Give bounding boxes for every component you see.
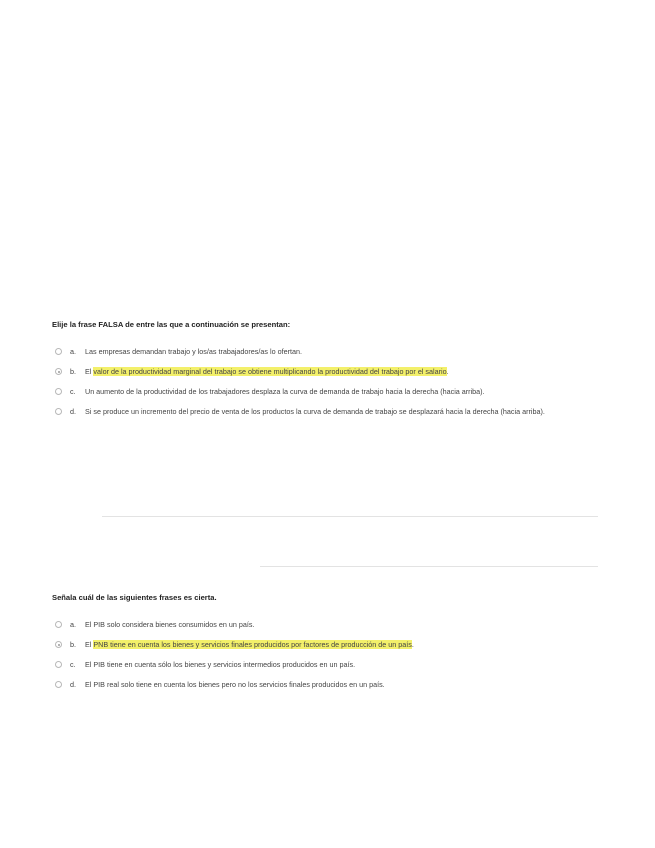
q2-option-d[interactable] xyxy=(52,678,612,691)
q2-option-c[interactable] xyxy=(52,658,612,671)
question-2-title: Señala cuál de las siguientes frases es cierta. xyxy=(52,593,217,602)
q1-option-d-text: Si se produce un incremento del precio de venta de los productos la curva de demanda de trabajo se desplazará hacia la derecha (hacia arriba). xyxy=(85,407,545,416)
q1-radio-d[interactable] xyxy=(55,408,62,415)
q1-radio-a[interactable] xyxy=(55,348,62,355)
q2-option-c-text: El PIB tiene en cuenta sólo los bienes y servicios intermedios producidos en un país. xyxy=(85,660,356,669)
q2-radio-d[interactable] xyxy=(55,681,62,688)
q2-option-b-text: El PNB tiene en cuenta los bienes y servicios finales producidos por factores de producción de un país. xyxy=(85,640,414,649)
q2-option-d-letter: d. xyxy=(70,680,76,689)
q1-radio-c[interactable] xyxy=(55,388,62,395)
q1-option-d-letter: d. xyxy=(70,407,76,416)
q1-option-c-text: Un aumento de la productividad de los trabajadores desplaza la curva de demanda de trabajo hacia la derecha (hacia arriba). xyxy=(85,387,485,396)
q2-option-b-letter: b. xyxy=(70,640,76,649)
q1-radio-b[interactable] xyxy=(55,368,62,375)
q2-option-c-letter: c. xyxy=(70,660,76,669)
q2-radio-a[interactable] xyxy=(55,621,62,628)
q1-option-c[interactable] xyxy=(52,385,612,398)
q1-option-b-letter: b. xyxy=(70,367,76,376)
q1-option-b[interactable] xyxy=(52,365,612,378)
q2-option-a-text: El PIB solo considera bienes consumidos en un país. xyxy=(85,620,255,629)
question-1-title: Elije la frase FALSA de entre las que a continuación se presentan: xyxy=(52,320,291,329)
q2-option-a[interactable] xyxy=(52,618,612,631)
q1-option-b-highlight: valor de la productividad marginal del trabajo se obtiene multiplicando la productividad del trabajo por el salario xyxy=(93,367,447,376)
separator-2 xyxy=(260,566,598,567)
q2-option-b-highlight: PNB tiene en cuenta los bienes y servicios finales producidos por factores de producción de un país xyxy=(93,640,412,649)
q1-option-b-text: El valor de la productividad marginal del trabajo se obtiene multiplicando la productividad del trabajo por el salario. xyxy=(85,367,449,376)
q2-radio-b[interactable] xyxy=(55,641,62,648)
q2-radio-c[interactable] xyxy=(55,661,62,668)
q2-option-a-letter: a. xyxy=(70,620,76,629)
separator-1 xyxy=(102,516,598,517)
q1-option-d[interactable] xyxy=(52,405,612,418)
q2-option-b[interactable] xyxy=(52,638,612,651)
question-1 xyxy=(52,320,612,425)
question-2 xyxy=(52,593,612,698)
q2-option-d-text: El PIB real solo tiene en cuenta los bienes pero no los servicios finales producidos en un país. xyxy=(85,680,385,689)
q1-option-c-letter: c. xyxy=(70,387,76,396)
q1-option-a[interactable] xyxy=(52,345,612,358)
q1-option-a-text: Las empresas demandan trabajo y los/as trabajadores/as lo ofertan. xyxy=(85,347,302,356)
q1-option-a-letter: a. xyxy=(70,347,76,356)
